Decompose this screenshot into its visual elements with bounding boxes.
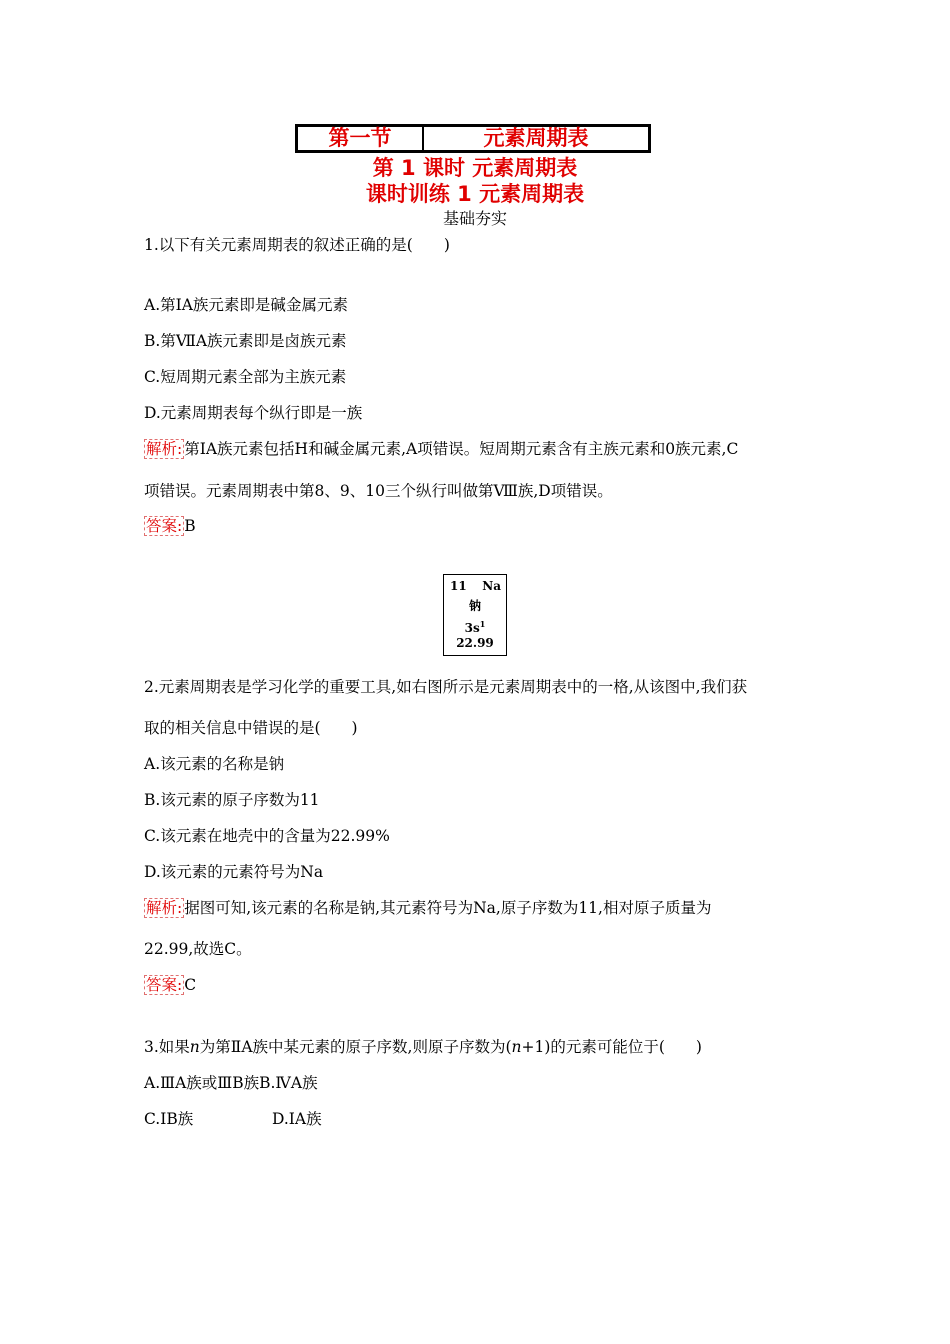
atomic-mass: 22.99: [456, 636, 494, 650]
q2-analysis-text: 据图可知,该元素的名称是钠,其元素符号为Na,原子序数为11,相对原子质量为: [184, 899, 712, 917]
element-name: 钠: [468, 599, 481, 613]
q2-option-c: C.该元素在地壳中的含量为22.99%: [144, 827, 390, 845]
q3-options-row1: [144, 1072, 318, 1094]
analysis-label: 解析:: [146, 440, 183, 458]
q2-analysis-cont: 22.99,故选C。: [144, 940, 252, 958]
q1-analysis-text: 第ⅠA族元素包括H和碱金属元素,A项错误。短周期元素含有主族元素和0族元素,C: [184, 440, 739, 458]
q3-stem-pre: 3.如果: [144, 1038, 190, 1056]
q2-analysis: [144, 897, 711, 919]
q3-var-n: n: [189, 1038, 200, 1056]
q1-option-a: A.第ⅠA族元素即是碱金属元素: [144, 296, 348, 314]
config-base: 3s: [464, 621, 480, 635]
q1-answer-value: B: [184, 517, 196, 535]
q2-option-a: A.该元素的名称是钠: [144, 755, 285, 773]
q1-stem: 1.以下有关元素周期表的叙述正确的是( ): [144, 236, 450, 254]
q3-option-b: B.ⅣA族: [259, 1074, 318, 1092]
q2-stem: 2.元素周期表是学习化学的重要工具,如右图所示是元素周期表中的一格,从该图中,我们获: [144, 678, 748, 696]
q3-option-d: D.ⅠA族: [272, 1110, 322, 1128]
q2-answer: [144, 974, 196, 996]
q1-option-b: B.第ⅦA族元素即是卤族元素: [144, 332, 347, 350]
level-heading: 基础夯实: [442, 209, 507, 228]
training-title: 课时训练 1 元素周期表: [365, 182, 585, 206]
section-label: 第一节: [298, 127, 424, 150]
q2-option-d: D.该元素的元素符号为Na: [144, 863, 324, 881]
element-symbol: Na: [482, 579, 501, 593]
q2-stem-cont: 取的相关信息中错误的是( ): [144, 719, 358, 737]
lesson-title: 第 1 课时 元素周期表: [372, 156, 578, 180]
section-header-box: [295, 124, 651, 153]
q1-answer: [144, 515, 196, 537]
q3-stem: [144, 1036, 702, 1058]
q1-analysis: [144, 438, 738, 460]
q2-answer-value: C: [184, 976, 197, 994]
answer-label: 答案:: [146, 517, 183, 535]
config-sup: 1: [479, 619, 486, 629]
section-topic: 元素周期表: [483, 126, 589, 150]
q1-option-c: C.短周期元素全部为主族元素: [144, 368, 347, 386]
q2-option-b: B.该元素的原子序数为11: [144, 791, 320, 809]
q3-option-c: C.ⅠB族: [144, 1110, 194, 1128]
answer-label: 答案:: [146, 976, 183, 994]
electron-config: [444, 619, 506, 635]
analysis-label: 解析:: [146, 899, 183, 917]
q3-stem-post: +1)的元素可能位于( ): [521, 1038, 702, 1056]
q1-analysis-cont: 项错误。元素周期表中第8、9、10三个纵行叫做第Ⅷ族,D项错误。: [144, 482, 613, 500]
q3-var-n2: n: [511, 1038, 522, 1056]
atomic-number: 11: [450, 579, 467, 593]
q1-option-d: D.元素周期表每个纵行即是一族: [144, 404, 363, 422]
q3-stem-mid: 为第ⅡA族中某元素的原子序数,则原子序数为(: [199, 1038, 512, 1056]
q3-option-a: A.ⅢA族或ⅢB族: [144, 1074, 260, 1092]
sodium-element-tile: [443, 574, 507, 656]
